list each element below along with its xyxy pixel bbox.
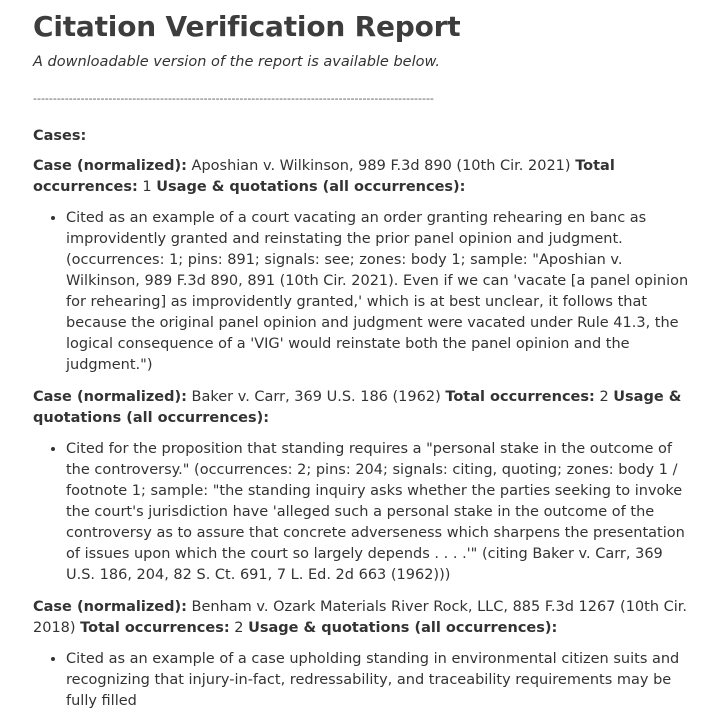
case-name: Aposhian v. Wilkinson, 989 F.3d 890 (10th Cir. 2021) [191,158,571,174]
usage-quotations-label: Usage & quotations (all occurrences): [248,620,558,636]
occurrence-count: 2 [599,389,609,405]
usage-item: • Cited for the proposition that standing requires a "personal stake in the outcome of the controversy." (occurrences: 2; pins: 204; signals: citing, quoting; zones: body 1 / footnote 1; sample: "the standing inquiry asks whether the parties seeking to invoke the court's jurisdiction have 'alleged such a personal stake in the outcome of the controversy as to assure that concrete adverseness which sharpens the presentation of issues upon which the court so largely depends . . . .'" (citing Baker v. Carr, 369 U.S. 186, 204, 82 S. Ct. 691, 7 L. Ed. 2d 663 (1962))) [66,439,693,586]
case-normalized-label: Case (normalized): [33,389,187,405]
usage-list [33,208,693,376]
case-header [33,597,693,639]
usage-item: • Cited as an example of a case upholding standing in environmental citizen suits and recognizing that injury-in-fact, redressability, and traceability requirements may be fully filled [66,649,693,712]
report-subtitle: A downloadable version of the report is available below. [33,54,441,70]
case-normalized-label: Case (normalized): [33,599,187,615]
case-entry [33,597,693,712]
case-header [33,387,693,429]
case-header [33,156,693,198]
case-normalized-label: Case (normalized): [33,158,187,174]
occurrence-count: 1 [142,179,152,195]
usage-list [33,439,693,586]
usage-list [33,649,693,712]
usage-quotations-label: Usage & quotations (all occurrences): [33,389,682,426]
page-title: Citation Verification Report [33,10,461,43]
usage-item: • Cited as an example of a court vacating an order granting rehearing en banc as improvidently granted and reinstating the prior panel opinion and judgment. (occurrences: 1; pins: 891; signals: see; zones: body 1; sample: "Aposhian v. Wilkinson, 989 F.3d 890, 891 (10th Cir. 2021). Even if we can 'vacate [a panel opinion for rehearing] as improvidently granted,' which is at best unclear, it follows that because the original panel opinion and judgment were vacated under Rule 41.3, the logical consequence of a 'VIG' would reinstate both the panel opinion and the judgment.") [66,208,693,376]
occurrence-count: 2 [234,620,244,636]
case-entry [33,156,693,376]
usage-quotations-label: Usage & quotations (all occurrences): [156,179,466,195]
cases-section-label: Cases: [33,128,87,144]
total-occurrences-label: Total occurrences: [80,620,230,636]
total-occurrences-label: Total occurrences: [445,389,595,405]
total-occurrences-label: Total occurrences: [33,158,615,195]
cases-list [33,156,693,712]
case-name: Benham v. Ozark Materials River Rock, LLC, 885 F.3d 1267 (10th Cir. 2018) [33,599,688,636]
report-page [33,0,693,712]
divider-line: ----------------------------------------------------------------------------------------------------- [33,92,434,105]
case-entry [33,387,693,586]
case-name: Baker v. Carr, 369 U.S. 186 (1962) [191,389,441,405]
